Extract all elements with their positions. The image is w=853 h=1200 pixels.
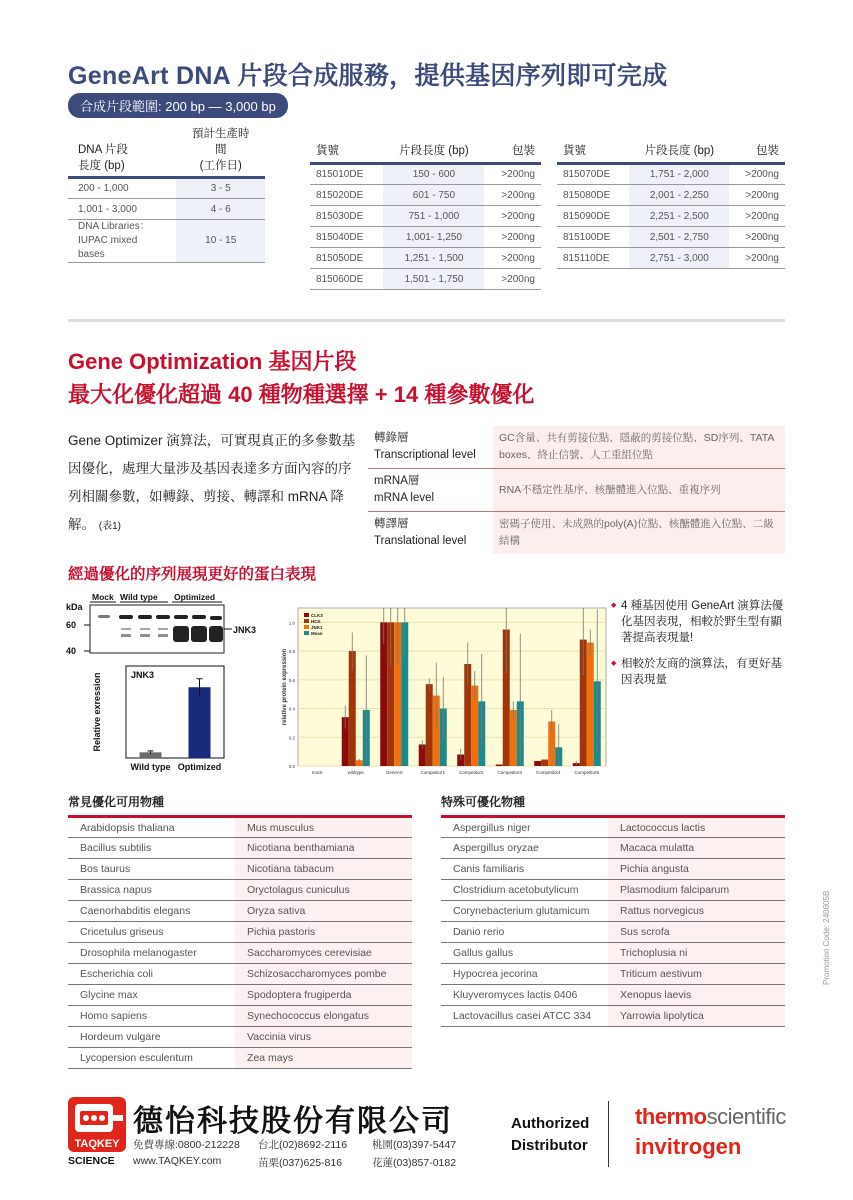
- species-row: [441, 901, 785, 922]
- species-name: Spodoptera frugiperda: [235, 985, 412, 1006]
- species-name: Zea mays: [235, 1048, 412, 1069]
- bar-optimized: [189, 687, 211, 758]
- col-header-sku: 貨號: [316, 145, 339, 157]
- legend-label-mean: Mean: [311, 631, 323, 636]
- invitrogen-logo: invitrogen: [635, 1134, 742, 1159]
- species-name: Corynebacterium glutamicum: [441, 901, 608, 922]
- protein-expression-chart: [278, 600, 608, 780]
- western-blot-image: [64, 588, 279, 658]
- species-name: Mus musculus: [235, 817, 412, 838]
- species-name: Xenopus laevis: [608, 985, 785, 1006]
- species-row: [68, 943, 412, 964]
- table-row: [557, 248, 785, 269]
- y-tick-label: 0.6: [288, 677, 295, 683]
- website-link[interactable]: www.TAQKEY.com: [133, 1155, 222, 1167]
- species-name: Nicotiana benthamiana: [235, 838, 412, 859]
- species-name: Lycopersion esculentum: [68, 1048, 235, 1069]
- species-row: [441, 838, 785, 859]
- cell-sku: 815070DE: [557, 164, 629, 185]
- species-name: Saccharomyces cerevisiae: [235, 943, 412, 964]
- cell-pack: >200ng: [729, 248, 785, 269]
- cell-sku: 815060DE: [310, 269, 383, 290]
- species-name: Homo sapiens: [68, 1006, 235, 1027]
- table-row: 轉錄層 Transcriptional level GC含量、共有剪接位點、隱蔽的剪接位點、SD序列、TATA boxes、終止信號、人工重組位點: [368, 426, 785, 469]
- x-tick-label: GeneArt: [385, 770, 403, 775]
- thermo-scientific-logo: thermoscientific: [635, 1104, 786, 1129]
- species-name: Canis familiaris: [441, 859, 608, 880]
- species-row: [441, 943, 785, 964]
- species-name: Yarrowia lipolytica: [608, 1006, 785, 1027]
- species-row: [68, 838, 412, 859]
- promotion-code: Promotion Code: 240605B: [822, 890, 831, 985]
- species-name: Gallus gallus: [441, 943, 608, 964]
- legend-swatch-mean: [304, 631, 309, 635]
- common-species-heading: 常見優化可用物種: [68, 795, 165, 809]
- species-row: [68, 901, 412, 922]
- cell-length: 2,001 - 2,250: [629, 185, 729, 206]
- expression-subtitle: 經過優化的序列展現更好的蛋白表現: [68, 566, 317, 583]
- table-row: [557, 164, 785, 185]
- legend-label-jnk1: JNK1: [311, 625, 323, 630]
- cell-sku: 815050DE: [310, 248, 383, 269]
- cell-length: 751 - 1,000: [383, 206, 484, 227]
- hualien-phone: 花蓮(03)857-0182: [372, 1157, 457, 1169]
- species-name: Hordeum vulgare: [68, 1027, 235, 1048]
- table-row: [310, 185, 541, 206]
- species-name: Lactococcus lactis: [608, 817, 785, 838]
- lane-label-wildtype: Wild type: [120, 592, 158, 602]
- table-row: [310, 227, 541, 248]
- species-name: Danio rerio: [441, 922, 608, 943]
- bar-clk3-competitor4: [534, 761, 541, 766]
- cell-length: 2,251 - 2,500: [629, 206, 729, 227]
- catalog-table-left: [310, 140, 541, 290]
- table-row: [310, 164, 541, 185]
- y-tick-label: 0.2: [288, 735, 295, 741]
- table-row: 200 - 1,000 3 - 5: [68, 178, 265, 199]
- species-name: Drosophila melanogaster: [68, 943, 235, 964]
- species-name: Brassica napus: [68, 880, 235, 901]
- species-name: Pichia pastoris: [235, 922, 412, 943]
- bar-jnk1-competitor5: [587, 642, 594, 766]
- species-name: Pichia angusta: [608, 859, 785, 880]
- cell-sku: 815090DE: [557, 206, 629, 227]
- species-name: Macaca mulatta: [608, 838, 785, 859]
- cell-length: 2,751 - 3,000: [629, 248, 729, 269]
- col-header-length: 片段長度 (bp): [399, 145, 469, 157]
- x-tick-label: Optimized: [177, 762, 222, 772]
- table-row: DNA Libraries： IUPAC mixed bases 10 - 15: [68, 220, 265, 263]
- species-name: Oryctolagus cuniculus: [235, 880, 412, 901]
- species-row: [68, 1027, 412, 1048]
- col-header-pack: 包裝: [756, 145, 779, 157]
- species-name: Nicotiana tabacum: [235, 859, 412, 880]
- cell-sku: 815030DE: [310, 206, 383, 227]
- miaoli-phone: 苗栗(037)625-816: [258, 1157, 343, 1169]
- species-row: [68, 859, 412, 880]
- species-name: Schizosaccharomyces pombe: [235, 964, 412, 985]
- bar-clk3-geneart: [380, 622, 387, 766]
- legend-swatch-hck: [304, 619, 309, 623]
- table-row: 1,001 - 3,000 4 - 6: [68, 199, 265, 220]
- legend-swatch-jnk1: [304, 625, 309, 629]
- table-row: [557, 227, 785, 248]
- bar-clk3-competitor3: [496, 765, 503, 766]
- cell-length: 2,501 - 2,750: [629, 227, 729, 248]
- cell-pack: >200ng: [729, 206, 785, 227]
- table-row: [310, 206, 541, 227]
- svg-text:TAQKEY: TAQKEY: [74, 1138, 120, 1150]
- col-header-days: 預計生產時間 (工作日): [191, 128, 250, 172]
- special-species-table: [441, 815, 785, 1027]
- footer-divider: [608, 1101, 609, 1167]
- species-name: Rattus norvegicus: [608, 901, 785, 922]
- species-name: Aspergillus niger: [441, 817, 608, 838]
- taipei-phone: 台北(02)8692-2116: [258, 1139, 348, 1151]
- special-species-section: [441, 793, 785, 1027]
- table-row: mRNA層 mRNA level RNA不穩定性基序、核醣體進入位點、重複序列: [368, 469, 785, 512]
- species-row: [441, 1006, 785, 1027]
- species-name: Glycine max: [68, 985, 235, 1006]
- species-name: Arabidopsis thaliana: [68, 817, 235, 838]
- col-header-pack: 包裝: [512, 145, 535, 157]
- x-tick-label: Competitor1: [420, 770, 446, 775]
- marker-60: 60: [66, 620, 77, 630]
- species-row: [441, 964, 785, 985]
- cell-sku: 815040DE: [310, 227, 383, 248]
- marker-40: 40: [66, 646, 77, 656]
- col-header-length: 片段長度 (bp): [644, 145, 715, 157]
- species-row: [441, 859, 785, 880]
- y-tick-label: 0.0: [288, 764, 295, 769]
- x-tick-label: Competitor3: [497, 770, 523, 775]
- taqkey-logo: [68, 1097, 126, 1152]
- y-axis-label: Relative exression: [92, 672, 102, 752]
- cell-pack: >200ng: [729, 227, 785, 248]
- species-name: Bacillus subtilis: [68, 838, 235, 859]
- cell-pack: >200ng: [484, 164, 541, 185]
- species-name: Hypocrea jecorina: [441, 964, 608, 985]
- y-tick-label: 0.4: [288, 706, 295, 712]
- bullet-item: ◆ 4 種基因使用 GeneArt 演算法優化基因表現，相較於野生型有顯著提高表現量!: [611, 598, 791, 646]
- species-name: Kluyveromyces lactis 0406: [441, 985, 608, 1006]
- species-name: Plasmodium falciparum: [608, 880, 785, 901]
- chart-title: JNK3: [131, 670, 155, 680]
- y-tick-label: 1.0: [288, 620, 295, 626]
- catalog-table-right: [557, 140, 785, 269]
- species-name: Oryza sativa: [235, 901, 412, 922]
- cell-pack: >200ng: [484, 269, 541, 290]
- cell-length: 150 - 600: [383, 164, 484, 185]
- species-name: Cricetulus griseus: [68, 922, 235, 943]
- taoyuan-phone: 桃園(03)397-5447: [372, 1139, 457, 1151]
- species-name: Bos taurus: [68, 859, 235, 880]
- species-name: Vaccinia virus: [235, 1027, 412, 1048]
- cell-pack: >200ng: [484, 206, 541, 227]
- species-name: Clostridium acetobutylicum: [441, 880, 608, 901]
- legend-swatch-clk3: [304, 613, 309, 617]
- species-row: [68, 922, 412, 943]
- cell-length: 1,751 - 2,000: [629, 164, 729, 185]
- cell-sku: 815020DE: [310, 185, 383, 206]
- species-row: [68, 880, 412, 901]
- table-row: [310, 248, 541, 269]
- kda-label: kDa: [66, 602, 83, 612]
- x-tick-label: wildtype: [347, 770, 364, 775]
- company-name: 德怡科技股份有限公司: [133, 1105, 453, 1138]
- species-name: Escherichia coli: [68, 964, 235, 985]
- optimization-title: Gene Optimization 基因片段 最大化優化超過 40 種物種選擇 + 14 種參數優化: [68, 349, 535, 407]
- production-time-table: [68, 124, 265, 263]
- optimizer-description: Gene Optimizer 演算法，可實現真正的多參數基因優化，處理大量涉及基因表達多方面內容的序列相關參數，如轉錄、剪接、轉譯和 mRNA 降解。 (表1): [68, 433, 356, 532]
- legend-label-clk3: CLK3: [311, 613, 323, 618]
- species-row: [441, 985, 785, 1006]
- special-species-heading: 特殊可優化物種: [441, 795, 526, 809]
- cell-pack: >200ng: [484, 227, 541, 248]
- bar-hck-competitor4: [541, 760, 548, 766]
- expression-bullets: [611, 598, 791, 698]
- species-name: Synechococcus elongatus: [235, 1006, 412, 1027]
- species-name: Sus scrofa: [608, 922, 785, 943]
- cell-pack: >200ng: [484, 248, 541, 269]
- y-tick-label: 0.8: [288, 649, 295, 655]
- cell-sku: 815080DE: [557, 185, 629, 206]
- page-title: GeneArt DNA 片段合成服務，提供基因序列即可完成: [68, 62, 668, 90]
- species-row: [441, 922, 785, 943]
- x-tick-label: Competitor5: [574, 770, 600, 775]
- bar-hck-competitor1: [426, 684, 433, 766]
- range-badge: 合成片段範圍: 200 bp — 3,000 bp: [68, 93, 288, 118]
- x-tick-label: Wild type: [130, 762, 171, 772]
- bullet-item: ◆ 相較於友商的演算法，有更好基因表現量: [611, 656, 791, 688]
- common-species-section: [68, 793, 412, 1069]
- y-axis-label: relative protein expression: [282, 648, 288, 726]
- authorized-distributor: Authorized Distributor: [511, 1115, 590, 1154]
- x-tick-label: Competitor4: [535, 770, 561, 775]
- species-name: Triticum aestivum: [608, 964, 785, 985]
- hotline: 免費專線:0800-212228: [133, 1139, 240, 1151]
- cell-sku: 815010DE: [310, 164, 383, 185]
- x-tick-label: mock: [311, 770, 323, 775]
- legend-label-hck: HCK: [311, 619, 321, 624]
- cell-pack: >200ng: [729, 185, 785, 206]
- jnk3-expression-chart: [86, 662, 231, 778]
- species-row: [441, 817, 785, 838]
- table-row: 轉譯層 Translational level 密碼子使用、未成熟的poly(A)位點、核醣體進入位點、二級結構: [368, 512, 785, 555]
- col-header-length: DNA 片段 長度 (bp): [78, 144, 128, 172]
- common-species-table: [68, 815, 412, 1069]
- section-divider: [68, 319, 785, 322]
- col-header-sku: 貨號: [563, 145, 586, 157]
- species-name: Caenorhabditis elegans: [68, 901, 235, 922]
- species-name: Trichoplusia ni: [608, 943, 785, 964]
- table-row: [557, 185, 785, 206]
- species-name: Lactovacillus casei ATCC 334: [441, 1006, 608, 1027]
- species-row: [68, 1048, 412, 1069]
- species-row: [441, 880, 785, 901]
- table-row: [310, 269, 541, 290]
- cell-pack: >200ng: [729, 164, 785, 185]
- lane-label-optimized: Optimized: [174, 592, 216, 602]
- optimization-levels-table: [368, 426, 785, 554]
- band-label-jnk3: JNK3: [233, 625, 257, 635]
- cell-length: 601 - 750: [383, 185, 484, 206]
- species-row: [68, 985, 412, 1006]
- species-row: [68, 1006, 412, 1027]
- cell-length: 1,251 - 1,500: [383, 248, 484, 269]
- cell-length: 1,001- 1,250: [383, 227, 484, 248]
- species-name: Aspergillus oryzae: [441, 838, 608, 859]
- x-tick-label: Competitor2: [458, 770, 484, 775]
- logo-subtitle: SCIENCE: [68, 1155, 115, 1167]
- cell-sku: 815100DE: [557, 227, 629, 248]
- table-row: [557, 206, 785, 227]
- cell-pack: >200ng: [484, 185, 541, 206]
- species-row: [68, 964, 412, 985]
- species-row: [68, 817, 412, 838]
- cell-sku: 815110DE: [557, 248, 629, 269]
- lane-label-mock: Mock: [92, 592, 114, 602]
- cell-length: 1,501 - 1,750: [383, 269, 484, 290]
